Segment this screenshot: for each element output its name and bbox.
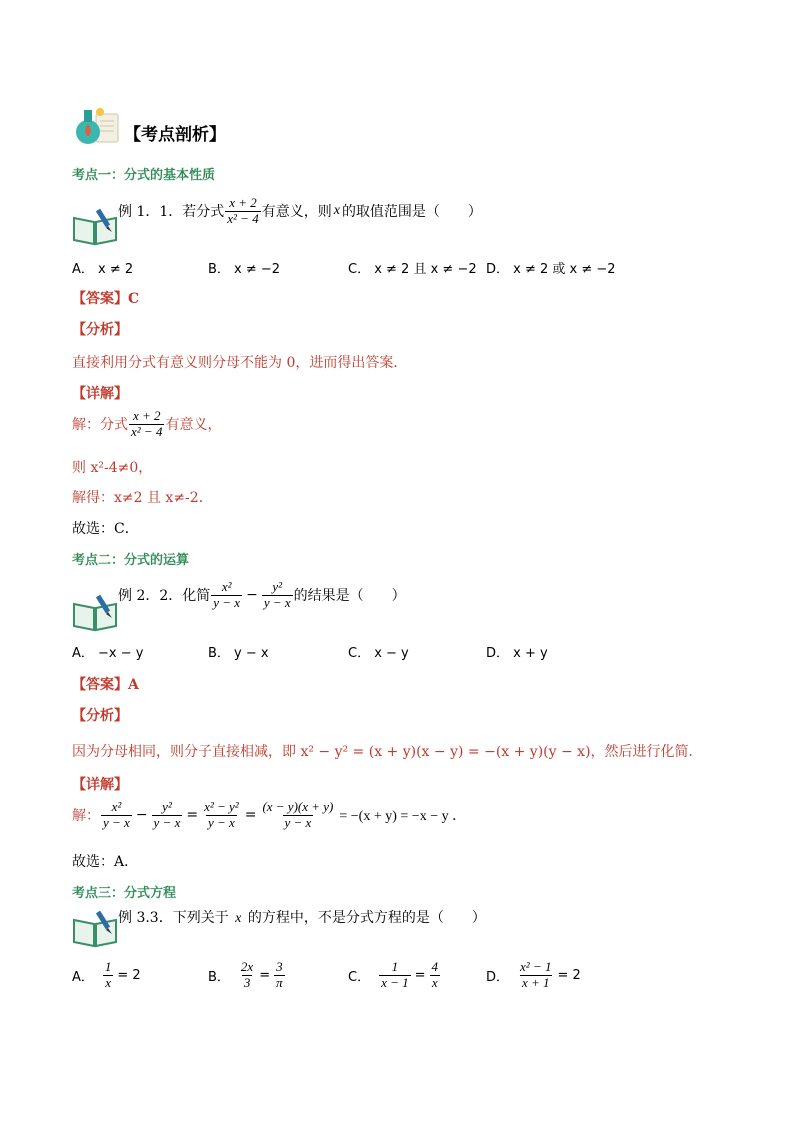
detail-fraction <box>260 800 335 831</box>
fraction-denominator: x <box>431 974 438 990</box>
question-1-fraction <box>225 196 260 227</box>
q1-detail-line3: 解得：x≠2 且 x≠-2． <box>72 490 213 506</box>
answer-label: 【答案】 <box>72 677 128 693</box>
q2-detail-line <box>72 800 466 831</box>
q2-detail-label: 【详解】 <box>72 777 128 793</box>
q2-choose: 故选：A． <box>72 854 139 870</box>
question-1-prefix: 例 1．1．若分式 <box>118 204 225 221</box>
fraction-numerator: y² <box>162 799 172 814</box>
book-icon <box>72 908 118 948</box>
question-1-suffix2: 的取值范围是（ ） <box>341 204 482 221</box>
fraction-numerator: x² <box>111 799 122 814</box>
fraction-denominator: y − x <box>284 814 312 830</box>
fraction-denominator: y − x <box>263 594 291 610</box>
answer-label: 【答案】 <box>72 291 128 307</box>
detail-fraction <box>202 800 241 831</box>
fraction-numerator: 2x <box>240 959 254 974</box>
book-icon <box>72 592 118 632</box>
question-3-stem <box>118 907 486 927</box>
fraction-denominator: x² − 4 <box>131 423 163 439</box>
fraction-denominator: x + 1 <box>521 974 550 990</box>
fraction-numerator: x² − 1 <box>520 959 552 974</box>
detail-fraction <box>152 800 183 831</box>
section-heading: 考点三：分式方程 <box>72 886 177 901</box>
fraction-denominator: x − 1 <box>381 974 409 990</box>
option-fraction <box>239 960 255 991</box>
fraction-numerator: x² − y² <box>204 799 239 814</box>
fraction-numerator: 1 <box>104 959 112 974</box>
option-label: D． <box>486 969 510 985</box>
section-heading: 考点一：分式的基本性质 <box>72 168 216 183</box>
option-fraction <box>274 960 285 991</box>
q1-detail-line2: 则 x²-4≠0， <box>72 460 153 476</box>
fraction-numerator: 1 <box>391 959 399 974</box>
q1-analysis-label: 【分析】 <box>72 322 128 338</box>
q3-option-d <box>486 960 581 991</box>
detail-tail: = −(x + y) = −x − y ． <box>339 809 467 825</box>
fraction-denominator: y − x <box>153 814 181 830</box>
question-2-fraction-1 <box>211 580 242 611</box>
option-fraction <box>430 960 441 991</box>
fraction-denominator: π <box>276 974 283 990</box>
question-2-stem <box>118 580 406 611</box>
q2-option-d: D． x + y <box>486 646 548 661</box>
question-3-var: x <box>235 911 242 926</box>
detail-suffix: 有意义， <box>165 417 222 434</box>
equals-sign: = <box>259 967 271 983</box>
equals-sign: = <box>186 807 199 824</box>
q2-analysis-label: 【分析】 <box>72 708 128 724</box>
fraction-numerator: x² <box>221 579 232 594</box>
option-fraction <box>518 960 553 991</box>
q1-analysis-text: 直接利用分式有意义则分母不能为 0，进而得出答案． <box>72 355 408 371</box>
option-label: B． <box>208 969 230 985</box>
fraction-denominator: x <box>105 974 112 990</box>
option-rhs: = 2 <box>117 967 141 983</box>
q1-option-a: A． x ≠ 2 <box>72 262 134 277</box>
fraction-numerator: (x − y)(x + y) <box>262 799 334 814</box>
question-2-fraction-2 <box>262 580 293 611</box>
section-header-icon <box>74 106 122 148</box>
fraction-numerator: x + 2 <box>132 408 161 423</box>
q1-option-b: B． x ≠ −2 <box>208 262 281 277</box>
question-1-suffix: 有意义，则 <box>261 204 332 221</box>
option-fraction <box>103 960 114 991</box>
question-3-prefix: 例 3.3．下列关于 <box>118 910 229 926</box>
question-3-suffix: 的方程中，不是分式方程的是（ ） <box>247 910 486 926</box>
fraction-denominator: y − x <box>103 814 130 830</box>
question-2-suffix: 的结果是（ ） <box>293 588 406 605</box>
equals-sign: = <box>414 967 426 983</box>
equals-sign: = <box>244 807 257 824</box>
answer-value: C <box>128 291 140 307</box>
fraction-numerator: 3 <box>276 959 283 974</box>
fraction-numerator: 4 <box>431 959 439 974</box>
q2-answer <box>72 674 139 694</box>
question-1-stem <box>118 196 482 227</box>
q1-detail-label: 【详解】 <box>72 386 128 402</box>
q1-detail-line4: 故选：C． <box>72 521 139 537</box>
fraction-denominator: y − x <box>207 814 235 830</box>
detail-prefix: 解： <box>72 808 100 825</box>
option-fraction <box>379 960 411 991</box>
q2-option-c: C． x − y <box>348 646 409 661</box>
q3-option-c <box>348 960 441 991</box>
q1-detail-line1 <box>72 409 221 440</box>
answer-value: A <box>128 677 139 693</box>
book-icon <box>72 206 118 246</box>
option-label: C． <box>348 969 371 985</box>
fraction-numerator: y² <box>272 579 283 594</box>
detail-fraction <box>129 409 164 440</box>
question-2-prefix: 例 2．2．化简 <box>118 588 211 605</box>
section-heading: 考点二：分式的运算 <box>72 553 190 568</box>
q1-answer <box>72 288 139 308</box>
fraction-numerator: x + 2 <box>229 195 257 210</box>
q2-analysis-text: 因为分母相同，则分子直接相减，即 x² − y² = (x + y)(x − y) = −(x + y)(y − x)，然后进行化简． <box>72 744 703 760</box>
minus-sign: − <box>135 807 148 824</box>
fraction-denominator: 3 <box>243 974 251 990</box>
page-title: 【考点剖析】 <box>124 125 226 145</box>
q2-option-b: B． y − x <box>208 646 269 661</box>
q1-option-d: D． x ≠ 2 或 x ≠ −2 <box>486 262 616 277</box>
detail-fraction <box>101 800 132 831</box>
fraction-denominator: x² − 4 <box>227 210 259 226</box>
q3-option-a <box>72 960 141 991</box>
detail-prefix: 解：分式 <box>72 417 128 434</box>
minus-sign: − <box>246 587 258 604</box>
fraction-denominator: y − x <box>213 594 241 610</box>
q2-option-a: A． −x − y <box>72 646 144 661</box>
question-1-var: x <box>333 203 340 219</box>
q1-option-c: C． x ≠ 2 且 x ≠ −2 <box>348 262 477 277</box>
q3-option-b <box>208 960 286 991</box>
option-rhs: = 2 <box>557 967 581 983</box>
option-label: A． <box>72 969 94 985</box>
